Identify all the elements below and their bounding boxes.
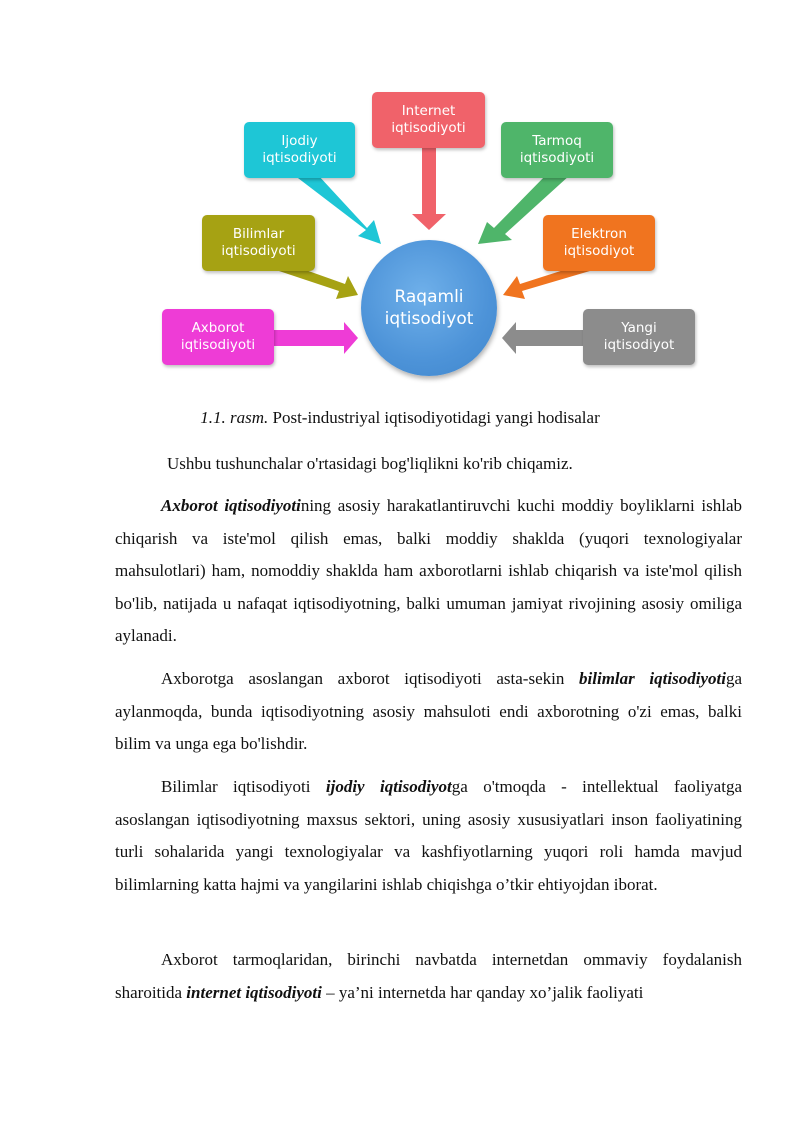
node-elektron: Elektron iqtisodiyot [543,215,655,271]
arrow-elektron [503,268,600,299]
digital-economy-diagram [0,0,800,400]
caption-number: 1.1. rasm. [200,408,269,427]
node-yangi: Yangi iqtisodiyot [583,309,695,365]
paragraph-4-text: ga o'tmoqda - intellektual faoliyatga asoslangan iqtisodiyotning maxsus sektori, uning asosiy xususiyatlari inson faoliyatining turli sohalarida yangi texnologiyalar va kashfiyotlarning yuqori roli hamda mavjud bilimlarning katta hajmi va yangilarini ishlab chiqishga o’tkir ehtiyojdan iborat. [115,777,742,894]
caption-text: Post-industriyal iqtisodiyotidagi yangi hodisalar [268,408,600,427]
paragraph-2-text: ning asosiy harakatlantiruvchi kuchi moddiy boyliklarni ishlab chiqarish va iste'mol qilish emas, balki moddiy shaklda (yuqori texnologiyalar mahsulotlari) ham, nomoddiy shaklda ham axborotlarni ishlab chiqarish va iste'mol qilish bo'lib, natijada u nafaqat iqtisodiyotning, balki umuman jamiyat rivojining asosiy omiliga aylanadi. [115,496,742,645]
paragraph-2 [115,490,742,653]
node-axborot: Axborot iqtisodiyoti [162,309,274,365]
paragraph-3-pre: Axborotga asoslangan axborot iqtisodiyoti asta-sekin [161,669,580,688]
center-node: Raqamli iqtisodiyot [361,240,497,376]
paragraph-3 [115,663,742,761]
term-internet: internet iqtisodiyoti [186,982,322,1002]
paragraph-5-text: – ya’ni internetda har qanday xo’jalik faoliyati [321,982,644,1002]
node-tarmoq: Tarmoq iqtisodiyoti [501,122,613,178]
node-bilimlar: Bilimlar iqtisodiyoti [202,215,315,271]
paragraph-5 [115,944,742,1009]
node-ijodiy: Ijodiy iqtisodiyoti [244,122,355,178]
paragraph-4-pre: Bilimlar iqtisodiyoti [161,777,326,796]
arrow-internet [412,148,446,230]
paragraph-1 [115,448,742,481]
arrow-yangi [502,322,586,354]
arrow-axborot [272,322,358,354]
paragraph-4 [115,771,742,901]
term-axborot: Axborot iqtisodiyoti [161,496,301,515]
paragraph-3-text: ga aylanmoqda, bunda iqtisodiyotning asosiy mahsuloti endi axborotning o'zi emas, balki bilim va unga ega bo'lishdir. [115,669,742,753]
term-ijodiy: ijodiy iqtisodiyot [325,777,452,796]
term-bilimlar: bilimlar iqtisodiyoti [579,669,726,688]
figure-caption [0,408,800,428]
arrow-bilimlar [270,268,358,299]
paragraph-5-pre: Axborot tarmoqlaridan, birinchi navbatda internetdan ommaviy foydalanish sharoitida [115,950,742,1002]
node-internet: Internet iqtisodiyoti [372,92,485,148]
paragraph-1-text: Ushbu tushunchalar o'rtasidagi bog'liqlikni ko'rib chiqamiz. [167,454,573,473]
